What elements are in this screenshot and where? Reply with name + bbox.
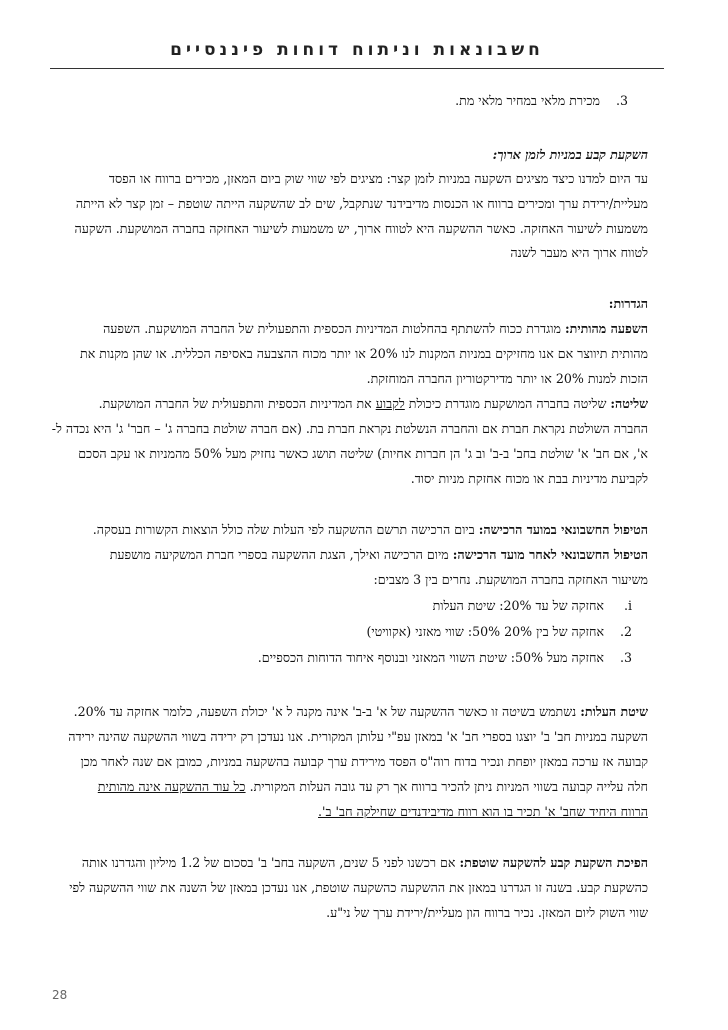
case-item bbox=[70, 598, 632, 614]
underlined-text: כל עוד ההשקעה אינה מהותית bbox=[97, 779, 246, 794]
underlined-term: לקבוע bbox=[375, 396, 405, 411]
list-number: i. bbox=[623, 598, 632, 613]
definition-significant bbox=[70, 321, 648, 337]
post-acquisition-treatment bbox=[70, 547, 648, 563]
underlined-text: הרווח היחיד שחב' א' תכיר בו הוא רווח מדיבידנדים שחילקה חב' ב'. bbox=[318, 804, 648, 819]
page-number: 28 bbox=[52, 988, 68, 1002]
paragraph-line: החברה השולטת נקראת חברת אם והחברה הנשלטת נקראת חברת בת. (אם חברה שולטת בחברה ג' – חבר' ג' היא נכדה ל- bbox=[51, 421, 648, 436]
list-number: 3. bbox=[615, 93, 628, 108]
definition-control bbox=[70, 396, 648, 412]
paragraph-text: מיום הרכישה ואילך, הצגת ההשקעה בספרי חברת המשקיעה מושפעת bbox=[109, 547, 449, 562]
term-label: הפיכת השקעת קבע להשקעה שוטפת: bbox=[459, 855, 648, 870]
paragraph-line: שווי השוק ליום המאזן. נכיר ברווח הון מעליית/ירידת ערך של ני"ע. bbox=[326, 905, 648, 920]
paragraph-line: קבועה אז ערכה במאזן יופחת ונכיר בדוח רוה"ס הפסד מירידת ערך קבועה בהשקעה במניות, כמובן אם שנה לאחר מכן bbox=[80, 754, 648, 769]
paragraph-text: אם רכשנו לפני 5 שנים, השקעה בחב' ב' בסכום של 1.2 מיליון והגדרנו אותה bbox=[81, 855, 456, 870]
acquisition-treatment bbox=[70, 522, 648, 538]
case-item bbox=[70, 650, 632, 666]
term-label: הטיפול החשבונאי במועד הרכישה: bbox=[478, 522, 648, 537]
definition-text: מוגדרת ככוח להשתתף בהחלטות המדיניות הכספית והתפעולית של החברה המושקעת. השפעה bbox=[103, 321, 561, 336]
reclassification bbox=[70, 855, 648, 871]
list-number: 3. bbox=[619, 650, 632, 665]
paragraph-line: מעליית/ירידת ערך ומכירים ברווח או הכנסות מדיבידנד שנתקבל, שים לב שהשקעה הייתה שוטפת – זמן קצר לא הייתה bbox=[75, 196, 648, 211]
definition-text: שליטה בחברה המושקעת מוגדרת כיכולת bbox=[408, 396, 607, 411]
paragraph-line: משיעור האחזקה בחברה המושקעת. נחרים בין 3 מצבים: bbox=[373, 572, 648, 587]
term-label: שיטת העלות: bbox=[580, 704, 648, 719]
list-text: מכירת מלאי במחיר מלאי מת. bbox=[455, 93, 600, 108]
case-item bbox=[70, 624, 632, 640]
header-title: חשבונאות וניתוח דוחות פיננסיים bbox=[170, 40, 544, 60]
paragraph-line bbox=[70, 779, 648, 795]
list-number: 2. bbox=[619, 624, 632, 639]
term-label: הטיפול החשבונאי לאחר מועד הרכישה: bbox=[452, 547, 648, 562]
intro-list-item bbox=[70, 93, 628, 109]
paragraph-text: נשתמש בשיטה זו כאשר ההשקעה של א' ב-ב' אינה מקנה ל א' יכולת השפעה, כלומר אחזקה עד 20%. bbox=[73, 704, 577, 719]
paragraph-line: כהשקעת קבע. בשנה זו הגדרנו במאזן את ההשקעה כהשקעה שוטפת, אנו נעדכן במאזן של השנה את שווי ההשקעה לפי bbox=[69, 880, 648, 895]
paragraph-line: הזכות למנות 20% או יותר מדירקטוריון החברה המוחזקת. bbox=[366, 371, 648, 386]
list-text: אחזקה של עד 20%: שיטת העלות bbox=[432, 598, 604, 613]
paragraph-line: לקביעת מדיניות בבת או מכוח אחזקת מניות יסוד. bbox=[410, 471, 648, 486]
page-header bbox=[50, 40, 664, 69]
paragraph-text: ביום הרכישה תרשם ההשקעה לפי העלות שלה כולל הוצאות הקשורות בעסקה. bbox=[92, 522, 475, 537]
paragraph-line: עד היום למדנו כיצד מציגים השקעה במניות לזמן קצר: מציגים לפי שווי שוק ביום המאזן, מכירים ברווח או הפסד bbox=[108, 171, 648, 186]
section-title-longterm: השקעת קבע במניות לזמן ארוך: bbox=[492, 147, 648, 162]
term-label: שליטה: bbox=[610, 396, 648, 411]
list-text: אחזקה מעל 50%: שיטת השווי המאזני ובנוסף איחוד הדוחות הכספיים. bbox=[257, 650, 604, 665]
paragraph-line: א', אם חב' א' שולטת בחב' ב-ב' וב ג' הן חברות אחיות) שליטה תושג כאשר נחזיק מעל 50% מהמניות או עקב הסכם bbox=[78, 446, 648, 461]
paragraph-line: לטווח ארוך היא מעבר לשנה bbox=[510, 245, 648, 260]
paragraph-text: חלה עלייה קבועה בשווי המניות ניתן להכיר ברווח אך רק עד גובה העלות המקורית. bbox=[249, 779, 648, 794]
paragraph-line: משמעות לשיעור האחזקה. כאשר ההשקעה היא לטווח ארוך, יש משמעות לשיעור האחזקה בחברה המושקעת. השקעה bbox=[74, 221, 648, 236]
definitions-title: הגדרות: bbox=[608, 296, 648, 311]
paragraph-line: מהותית תיווצר אם אנו מחזיקים במניות המקנות לנו 20% או יותר מכוח ההצבעה באסיפה הכללית. או שהן מקנות את bbox=[80, 346, 648, 361]
definition-text: את המדיניות הכספית והתפעולית של החברה המושקעת. bbox=[98, 396, 372, 411]
list-text: אחזקה של בין 20% 50%: שווי מאזני (אקוויטי) bbox=[366, 624, 604, 639]
paragraph-line: השקעה במניות חב' ב' יוצגו בספרי חב' א' במאזן עפ"י עלותן המקורית. אנו נעדכן רק ירידה בשווי ההשקעה שהינה ירידה bbox=[68, 729, 648, 744]
term-label: השפעה מהותית: bbox=[564, 321, 648, 336]
cost-method bbox=[70, 704, 648, 720]
